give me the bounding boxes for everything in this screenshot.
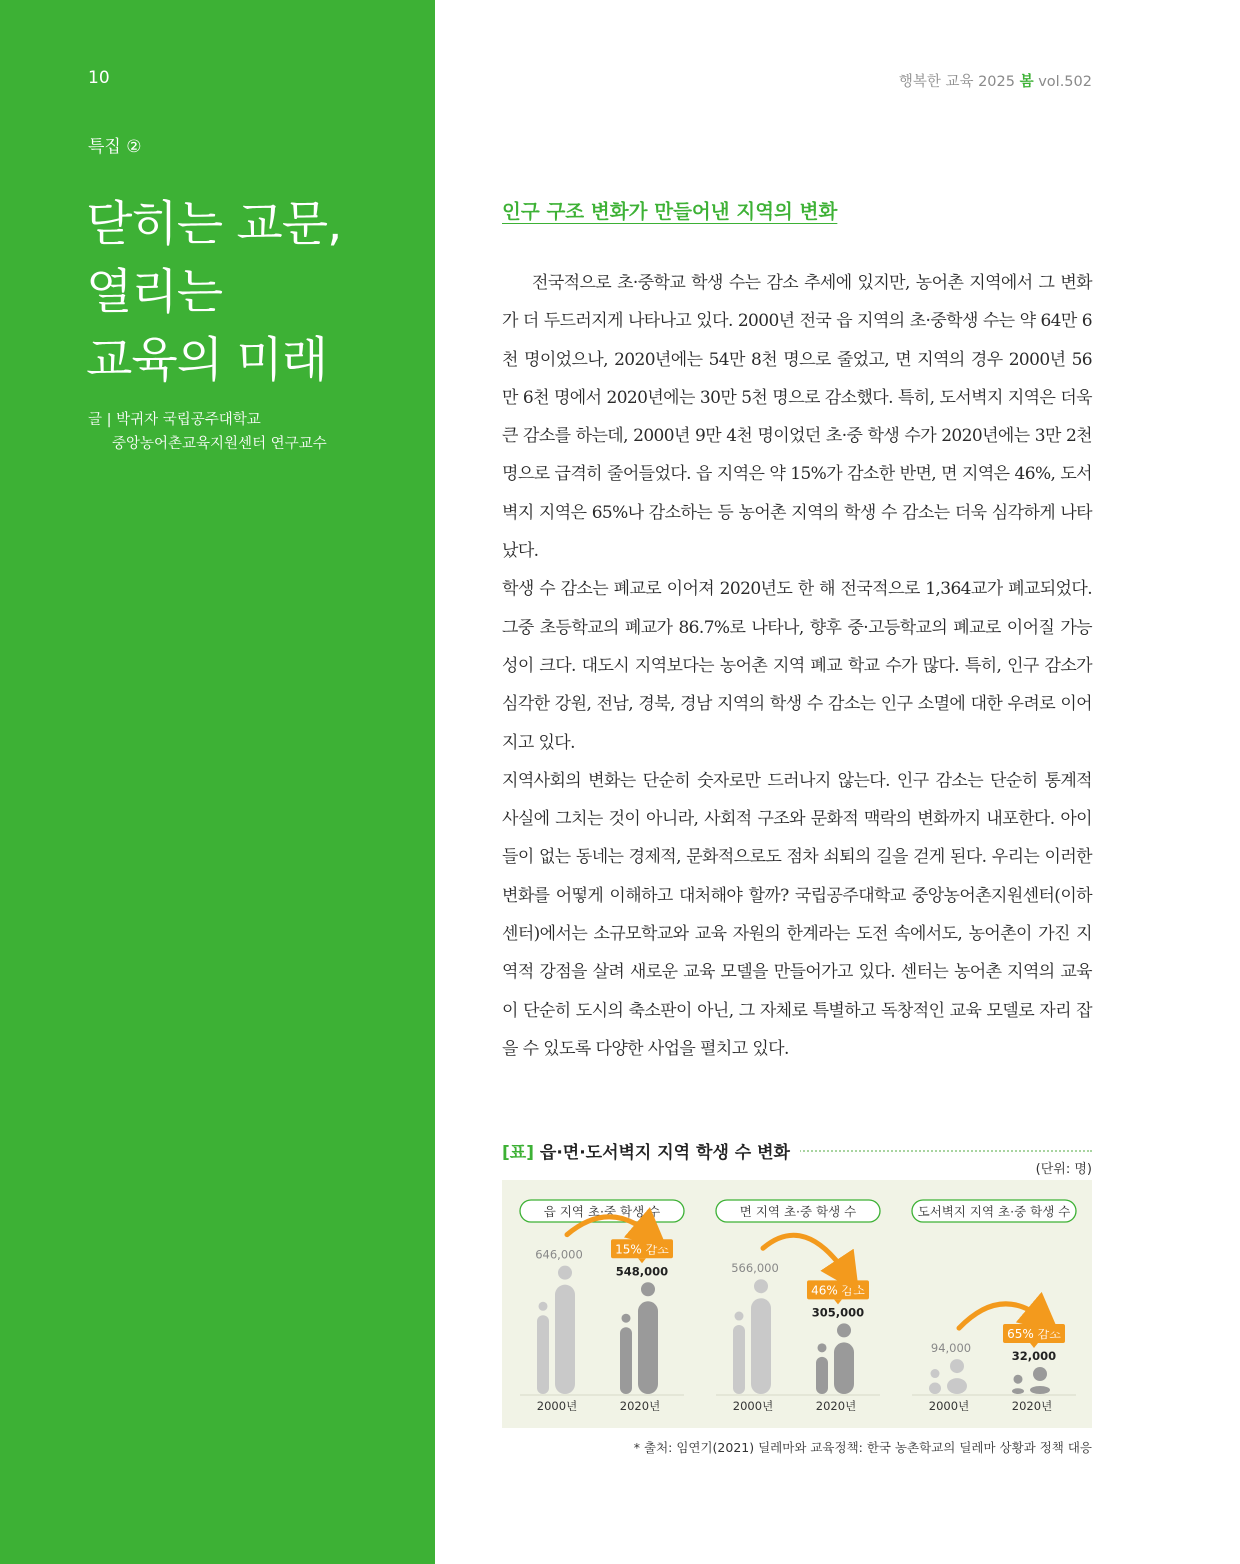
- bar-large-head: [950, 1359, 964, 1373]
- table-title-text: 읍·면·도서벽지 지역 학생 수 변화: [539, 1143, 790, 1163]
- bar-large: [751, 1298, 771, 1394]
- bar-large: [947, 1378, 967, 1394]
- bar-small-head: [735, 1312, 744, 1321]
- value-label: 548,000: [615, 1264, 669, 1279]
- chart-panel: [502, 1180, 1092, 1428]
- year-label: 2000년: [536, 1399, 578, 1413]
- bar-small-head: [539, 1302, 548, 1311]
- value-label: 305,000: [811, 1305, 865, 1320]
- bar-small: [816, 1357, 828, 1394]
- table-source: * 출처: 임연기(2021) 딜레마와 교육정책: 한국 농촌학교의 딜레마 상황과 정책 대응: [633, 1440, 1092, 1455]
- author-line-1: 글 | 박귀자 국립공주대학교: [88, 412, 261, 428]
- bar-large: [834, 1342, 854, 1394]
- bar-large-head: [1033, 1367, 1047, 1381]
- paragraph-2: 학생 수 감소는 폐교로 이어져 2020년도 한 해 전국적으로 1,364교가 폐교되었다. 그중 초등학교의 폐교가 86.7%로 나타나, 향후 중·고등학교의 폐교로 이어질 가능성이 크다. 대도시 지역보다는 농어촌 지역 폐교 학교 수가 많다. 특히, 인구 감소가 심각한 강원, 전남, 경북, 경남 지역의 학생 수 감소는 인구 소멸에 대한 우려로 이어지고 있다.: [502, 579, 1092, 753]
- year-label: 2020년: [815, 1399, 857, 1413]
- value-label: 94,000: [930, 1341, 972, 1356]
- table-title: [502, 1138, 800, 1163]
- group-label: 도서벽지 지역 초·중 학생 수: [917, 1204, 1071, 1219]
- group-label: 면 지역 초·중 학생 수: [739, 1204, 857, 1219]
- group-label: 읍 지역 초·중 학생 수: [543, 1204, 661, 1219]
- value-label: 32,000: [1011, 1349, 1057, 1363]
- paragraph-3: 지역사회의 변화는 단순히 숫자로만 드러나지 않는다. 인구 감소는 단순히 통계적 사실에 그치는 것이 아니라, 사회적 구조와 문화적 맥락의 변화까지 내포한다. 아이들이 없는 동네는 경제적, 문화적으로도 점차 쇠퇴의 길을 걷게 된다. 우리는 이러한 변화를 어떻게 이해하고 대처해야 할까? 국립공주대학교 중앙농어촌지원센터(이하 센터)에서는 소규모학교와 교육 자원의 한계라는 도전 속에서도, 농어촌이 가진 지역적 강점을 살려 새로운 교육 모델을 만들어가고 있다. 센터는 농어촌 지역의 교육이 단순히 도시의 축소판이 아닌, 그 자체로 특별하고 독창적인 교육 모델로 자리 잡을 수 있도록 다양한 사업을 펼치고 있다.: [502, 770, 1092, 1059]
- table-title-prefix: [표]: [502, 1143, 534, 1163]
- bar-large-head: [754, 1279, 768, 1293]
- section-heading: 인구 구조 변화가 만들어낸 지역의 변화: [502, 200, 838, 223]
- bar-large: [638, 1301, 658, 1394]
- table-unit: (단위: 명): [1035, 1162, 1092, 1177]
- title-line-2: 열리는: [86, 264, 223, 320]
- decrease-label: 65% 감소: [1007, 1327, 1061, 1341]
- title-line-1: 닫히는 교문,: [86, 196, 342, 252]
- student-count-chart: [502, 1180, 1092, 1428]
- value-label: 646,000: [535, 1247, 583, 1262]
- bar-small: [733, 1325, 745, 1394]
- bar-large-head: [558, 1266, 572, 1280]
- value-label: 566,000: [731, 1261, 779, 1276]
- decrease-label: 46% 감소: [811, 1283, 865, 1298]
- bar-small-head: [931, 1369, 940, 1378]
- bar-small: [1012, 1388, 1024, 1394]
- magazine-volume: vol.502: [1038, 74, 1092, 90]
- title-line-3: 교육의 미래: [86, 332, 328, 388]
- year-label: 2020년: [1011, 1399, 1053, 1413]
- bar-small-head: [622, 1314, 631, 1323]
- magazine-header: [899, 70, 1092, 91]
- magazine-name: 행복한 교육: [898, 74, 974, 90]
- year-label: 2020년: [619, 1399, 661, 1413]
- page-number: 10: [88, 68, 110, 88]
- year-label: 2000년: [928, 1399, 970, 1413]
- bar-small: [620, 1327, 632, 1394]
- magazine-season: 봄: [1019, 74, 1034, 90]
- bar-large: [555, 1285, 575, 1394]
- article-body: [502, 264, 1092, 1068]
- bar-small: [929, 1383, 941, 1394]
- page-title: [86, 190, 341, 394]
- decrease-badge-tail: [638, 1258, 646, 1263]
- paragraph-1: 전국적으로 초·중학교 학생 수는 감소 추세에 있지만, 농어촌 지역에서 그 변화가 더 두드러지게 나타나고 있다. 2000년 전국 읍 지역의 초·중학생 수는 약 64만 6천 명이었으나, 2020년에는 54만 8천 명으로 줄었고, 면 지역의 경우 2000년 56만 6천 명에서 2020년에는 30만 5천 명으로 감소했다. 특히, 도서벽지 지역은 더욱 큰 감소를 하는데, 2000년 9만 4천 명이었던 초·중 학생 수가 2020년에는 3만 2천 명으로 급격히 줄어들었다. 읍 지역은 약 15%가 감소한 반면, 면 지역은 46%, 도서벽지 지역은 65%나 감소하는 등 농어촌 지역의 학생 수 감소는 더욱 심각하게 나타났다.: [502, 273, 1092, 562]
- bar-large: [1030, 1386, 1050, 1394]
- section-label: 특집 ②: [88, 137, 142, 157]
- bar-large-head: [641, 1282, 655, 1296]
- table-title-rule: [780, 1150, 1092, 1152]
- bar-small-head: [818, 1343, 827, 1352]
- bar-small: [537, 1315, 549, 1394]
- year-label: 2000년: [732, 1399, 774, 1413]
- bar-large-head: [837, 1323, 851, 1337]
- author-credit: [88, 408, 327, 456]
- magazine-year: 2025: [978, 74, 1015, 90]
- bar-small-head: [1014, 1375, 1023, 1384]
- sidebar-panel: [0, 0, 435, 1564]
- author-line-2: 중앙농어촌교육지원센터 연구교수: [112, 436, 327, 452]
- decrease-badge-tail: [834, 1299, 842, 1304]
- decrease-label: 15% 감소: [615, 1242, 669, 1257]
- decrease-badge-tail: [1030, 1343, 1038, 1348]
